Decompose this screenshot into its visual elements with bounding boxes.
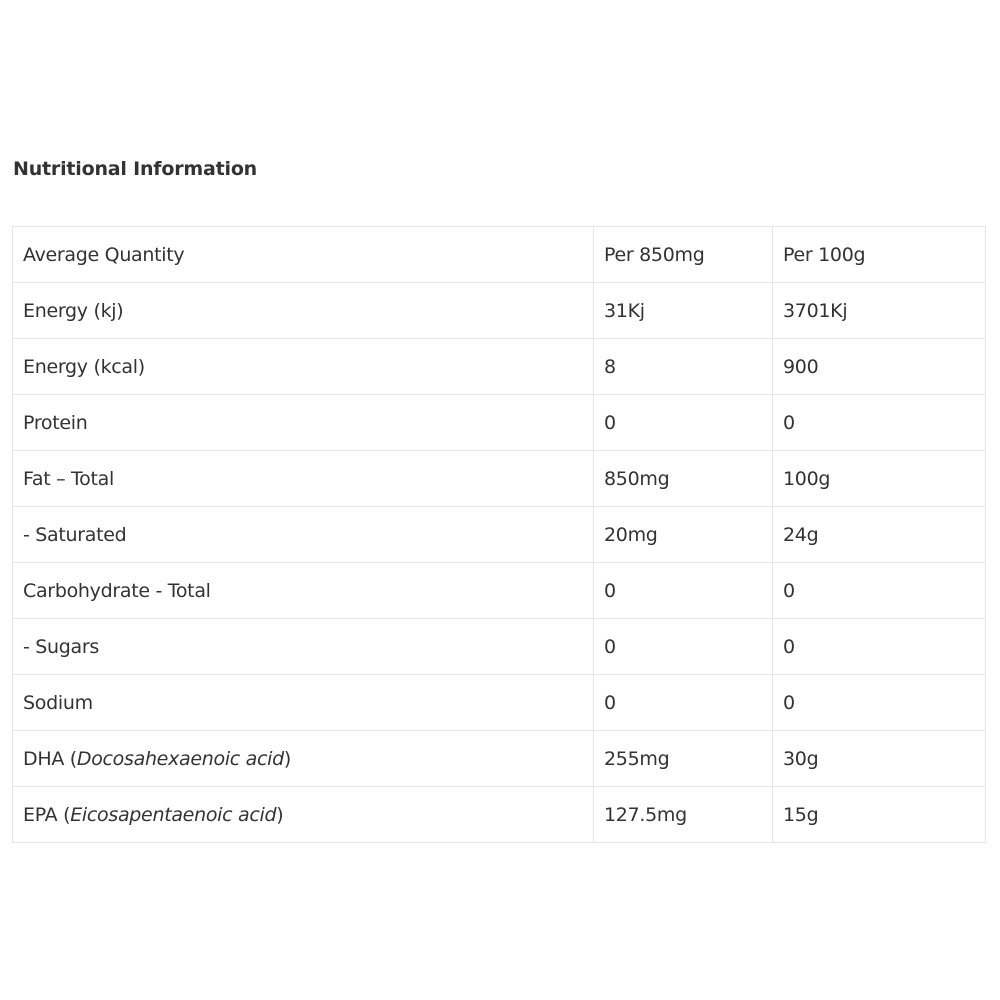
nutrient-scientific-name: Eicosapentaenoic acid <box>70 803 277 826</box>
nutrient-name <box>13 731 594 787</box>
value-per-serving: 850mg <box>594 451 773 507</box>
value-per-serving: 255mg <box>594 731 773 787</box>
table-row <box>13 787 986 843</box>
table-row <box>13 339 986 395</box>
table-row <box>13 675 986 731</box>
nutrient-scientific-name: Docosahexaenoic acid <box>76 747 284 770</box>
value-per-serving: 0 <box>594 563 773 619</box>
value-per-serving: 0 <box>594 675 773 731</box>
value-per-100g: 0 <box>773 395 986 451</box>
value-per-serving: 0 <box>594 395 773 451</box>
nutrient-name: Energy (kcal) <box>13 339 594 395</box>
value-per-serving: 20mg <box>594 507 773 563</box>
value-per-100g: 24g <box>773 507 986 563</box>
table-row <box>13 563 986 619</box>
value-per-100g: 0 <box>773 563 986 619</box>
nutrient-name: - Saturated <box>13 507 594 563</box>
column-header-per-serving: Per 850mg <box>594 227 773 283</box>
value-per-100g: 30g <box>773 731 986 787</box>
table-row <box>13 619 986 675</box>
value-per-100g: 3701Kj <box>773 283 986 339</box>
value-per-100g: 100g <box>773 451 986 507</box>
nutrient-name-suffix: ) <box>276 803 284 826</box>
nutrient-name: Carbohydrate - Total <box>13 563 594 619</box>
section-heading: Nutritional Information <box>13 158 257 180</box>
value-per-serving: 31Kj <box>594 283 773 339</box>
value-per-100g: 0 <box>773 619 986 675</box>
value-per-serving: 0 <box>594 619 773 675</box>
table-row <box>13 451 986 507</box>
value-per-serving: 127.5mg <box>594 787 773 843</box>
nutrient-name-prefix: EPA ( <box>23 803 71 826</box>
nutrient-name: Fat – Total <box>13 451 594 507</box>
value-per-100g: 900 <box>773 339 986 395</box>
nutrient-name-suffix: ) <box>283 747 292 770</box>
nutrient-name: - Sugars <box>13 619 594 675</box>
nutrient-name <box>13 787 594 843</box>
table-row <box>13 283 986 339</box>
table-header-row <box>13 227 986 283</box>
value-per-100g: 15g <box>773 787 986 843</box>
nutrient-name: Energy (kj) <box>13 283 594 339</box>
nutrient-name-prefix: DHA ( <box>23 747 77 770</box>
nutrient-name: Protein <box>13 395 594 451</box>
nutrition-table <box>12 226 986 843</box>
column-header-per-100g: Per 100g <box>773 227 986 283</box>
table-row <box>13 731 986 787</box>
column-header-quantity: Average Quantity <box>13 227 594 283</box>
table-row <box>13 507 986 563</box>
table-row <box>13 395 986 451</box>
value-per-serving: 8 <box>594 339 773 395</box>
value-per-100g: 0 <box>773 675 986 731</box>
nutrient-name: Sodium <box>13 675 594 731</box>
